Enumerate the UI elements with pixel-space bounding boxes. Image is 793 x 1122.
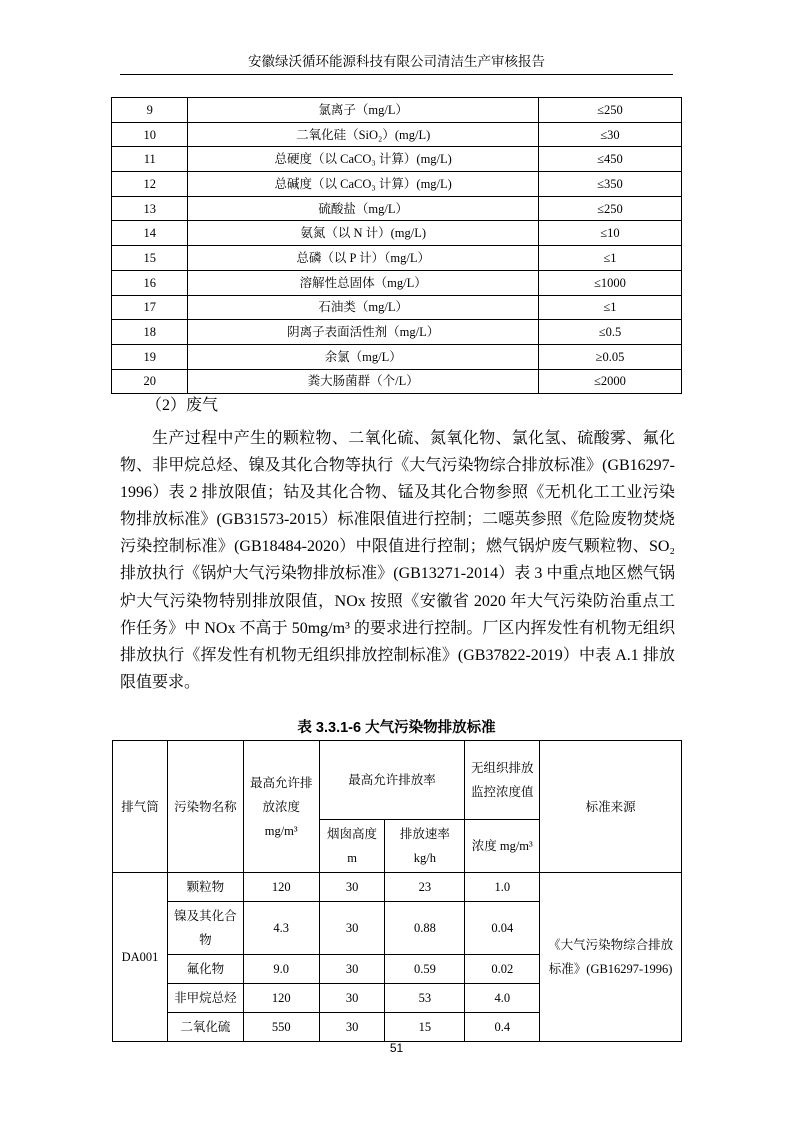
height-cell: 30 — [319, 1013, 385, 1042]
concentration-cell: 550 — [243, 1013, 319, 1042]
header-emission-rate — [385, 820, 465, 873]
section-heading: （2）废气 — [146, 397, 219, 414]
parameter-cell: 二氧化硅（SiO₂）(mg/L) — [188, 122, 538, 147]
table-row — [112, 147, 682, 172]
concentration-cell: 120 — [243, 984, 319, 1013]
paragraph-text: 生产过程中产生的颗粒物、二氧化硫、氮氧化物、氯化氢、硫酸雾、氟化物、非甲烷总烃、镍及其化合物等执行《大气污染物综合排放标准》(GB16297-1996）表 2 排放限值；钴及其化合物、锰及其化合物参照《无机化工工业污染物排放标准》(GB31573-2015）标准限值进行控制；二噁英参照《危险废物焚烧污染控制标准》(GB18484-2020）中限值进行控制；燃气锅炉废气颗粒物、SO₂ 排放执行《锅炉大气污染物排放标准》(GB13271-2014）表 3 中重点地区燃气锅炉大气污染物特别排放限值，NOx 按照《安徽省 2020 年大气污染防治重点工作任务》中 NOx 不高于 50mg/m³ 的要求进行控制。厂区内挥发性有机物无组织排放执行《挥发性有机物无组织排放控制标准》(GB37822-2019）中表 A.1 排放限值要求。 — [120, 430, 675, 691]
row-index-cell: 13 — [112, 196, 188, 221]
limit-cell: ≤2000 — [538, 369, 681, 394]
header-max-rate: 最高允许排放率 — [319, 741, 465, 820]
height-cell: 30 — [319, 984, 385, 1013]
parameter-cell: 硫酸盐（mg/L） — [188, 196, 538, 221]
page-number: 51 — [389, 1041, 404, 1055]
parameter-cell: 氯离子（mg/L） — [188, 98, 538, 123]
header-fugitive: 无组织排放监控浓度值 — [465, 741, 540, 820]
limit-cell: ≤1 — [538, 295, 681, 320]
table-row — [112, 196, 682, 221]
parameter-cell: 总碱度（以 CaCO₃ 计算）(mg/L) — [188, 172, 538, 197]
rate-cell: 15 — [385, 1013, 465, 1042]
limit-cell: ≤250 — [538, 196, 681, 221]
limit-cell: ≤0.5 — [538, 320, 681, 345]
source-cell: 《大气污染物综合排放标准》(GB16297-1996) — [540, 873, 682, 1042]
parameter-cell: 溶解性总固体（mg/L） — [188, 270, 538, 295]
table-row — [112, 344, 682, 369]
pollutant-cell: 颗粒物 — [167, 873, 243, 902]
parameter-cell: 阴离子表面活性剂（mg/L） — [188, 320, 538, 345]
fugitive-cell: 0.02 — [465, 955, 540, 984]
table-row — [112, 369, 682, 394]
height-cell: 30 — [319, 955, 385, 984]
fugitive-cell: 0.04 — [465, 902, 540, 955]
header-divider — [120, 74, 673, 75]
row-index-cell: 16 — [112, 270, 188, 295]
limit-cell: ≤10 — [538, 221, 681, 246]
header-chimney-height — [319, 820, 385, 873]
header-max-concentration — [243, 741, 319, 873]
concentration-cell: 9.0 — [243, 955, 319, 984]
header-max-concentration-unit: mg/m³ — [264, 823, 298, 838]
table-row — [112, 320, 682, 345]
rate-cell: 0.59 — [385, 955, 465, 984]
air-pollutant-table — [112, 740, 682, 1042]
limit-cell: ≥0.05 — [538, 344, 681, 369]
row-index-cell: 15 — [112, 246, 188, 271]
pollutant-cell: 镍及其化合物 — [167, 902, 243, 955]
row-index-cell: 9 — [112, 98, 188, 123]
concentration-cell: 4.3 — [243, 902, 319, 955]
limit-cell: ≤450 — [538, 147, 681, 172]
header-chimney-height-label: 烟囱高度 — [327, 827, 378, 841]
limit-cell: ≤350 — [538, 172, 681, 197]
table-row — [112, 172, 682, 197]
water-quality-table — [111, 97, 682, 394]
height-cell: 30 — [319, 873, 385, 902]
header-outlet: 排气筒 — [113, 741, 168, 873]
rate-cell: 53 — [385, 984, 465, 1013]
row-index-cell: 14 — [112, 221, 188, 246]
row-index-cell: 20 — [112, 369, 188, 394]
table-row — [112, 122, 682, 147]
parameter-cell: 粪大肠菌群（个/L） — [188, 369, 538, 394]
header-pollutant: 污染物名称 — [167, 741, 243, 873]
table-row — [113, 873, 682, 902]
row-index-cell: 18 — [112, 320, 188, 345]
row-index-cell: 12 — [112, 172, 188, 197]
parameter-cell: 氨氮（以 N 计）(mg/L) — [188, 221, 538, 246]
fugitive-cell: 1.0 — [465, 873, 540, 902]
height-cell: 30 — [319, 902, 385, 955]
row-index-cell: 19 — [112, 344, 188, 369]
limit-cell: ≤1 — [538, 246, 681, 271]
table-row — [112, 295, 682, 320]
header-max-concentration-label: 最高允许排放浓度 — [249, 775, 313, 814]
table-row — [112, 98, 682, 123]
limit-cell: ≤250 — [538, 98, 681, 123]
body-paragraph — [120, 425, 675, 696]
pollutant-cell: 二氧化硫 — [167, 1013, 243, 1042]
concentration-cell: 120 — [243, 873, 319, 902]
table-row — [112, 270, 682, 295]
parameter-cell: 石油类（mg/L） — [188, 295, 538, 320]
rate-cell: 0.88 — [385, 902, 465, 955]
row-index-cell: 11 — [112, 147, 188, 172]
parameter-cell: 总磷（以 P 计）（mg/L） — [188, 246, 538, 271]
fugitive-cell: 0.4 — [465, 1013, 540, 1042]
pollutant-cell: 非甲烷总烃 — [167, 984, 243, 1013]
rate-cell: 23 — [385, 873, 465, 902]
parameter-cell: 总硬度（以 CaCO₃ 计算）(mg/L) — [188, 147, 538, 172]
header-fugitive-concentration: 浓度 mg/m³ — [465, 820, 540, 873]
header-emission-rate-unit: kg/h — [413, 851, 437, 865]
row-index-cell: 10 — [112, 122, 188, 147]
table-caption: 表 3.3.1-6 大气污染物排放标准 — [297, 720, 496, 736]
parameter-cell: 余氯（mg/L） — [188, 344, 538, 369]
fugitive-cell: 4.0 — [465, 984, 540, 1013]
page-header: 安徽绿沃循环能源科技有限公司清洁生产审核报告 — [248, 54, 545, 69]
outlet-cell: DA001 — [113, 873, 168, 1042]
pollutant-cell: 氟化物 — [167, 955, 243, 984]
table-row — [112, 246, 682, 271]
header-emission-rate-label: 排放速率 — [399, 827, 450, 841]
limit-cell: ≤1000 — [538, 270, 681, 295]
limit-cell: ≤30 — [538, 122, 681, 147]
table-row — [112, 221, 682, 246]
header-chimney-height-unit: m — [347, 851, 357, 865]
row-index-cell: 17 — [112, 295, 188, 320]
header-source: 标准来源 — [540, 741, 682, 873]
